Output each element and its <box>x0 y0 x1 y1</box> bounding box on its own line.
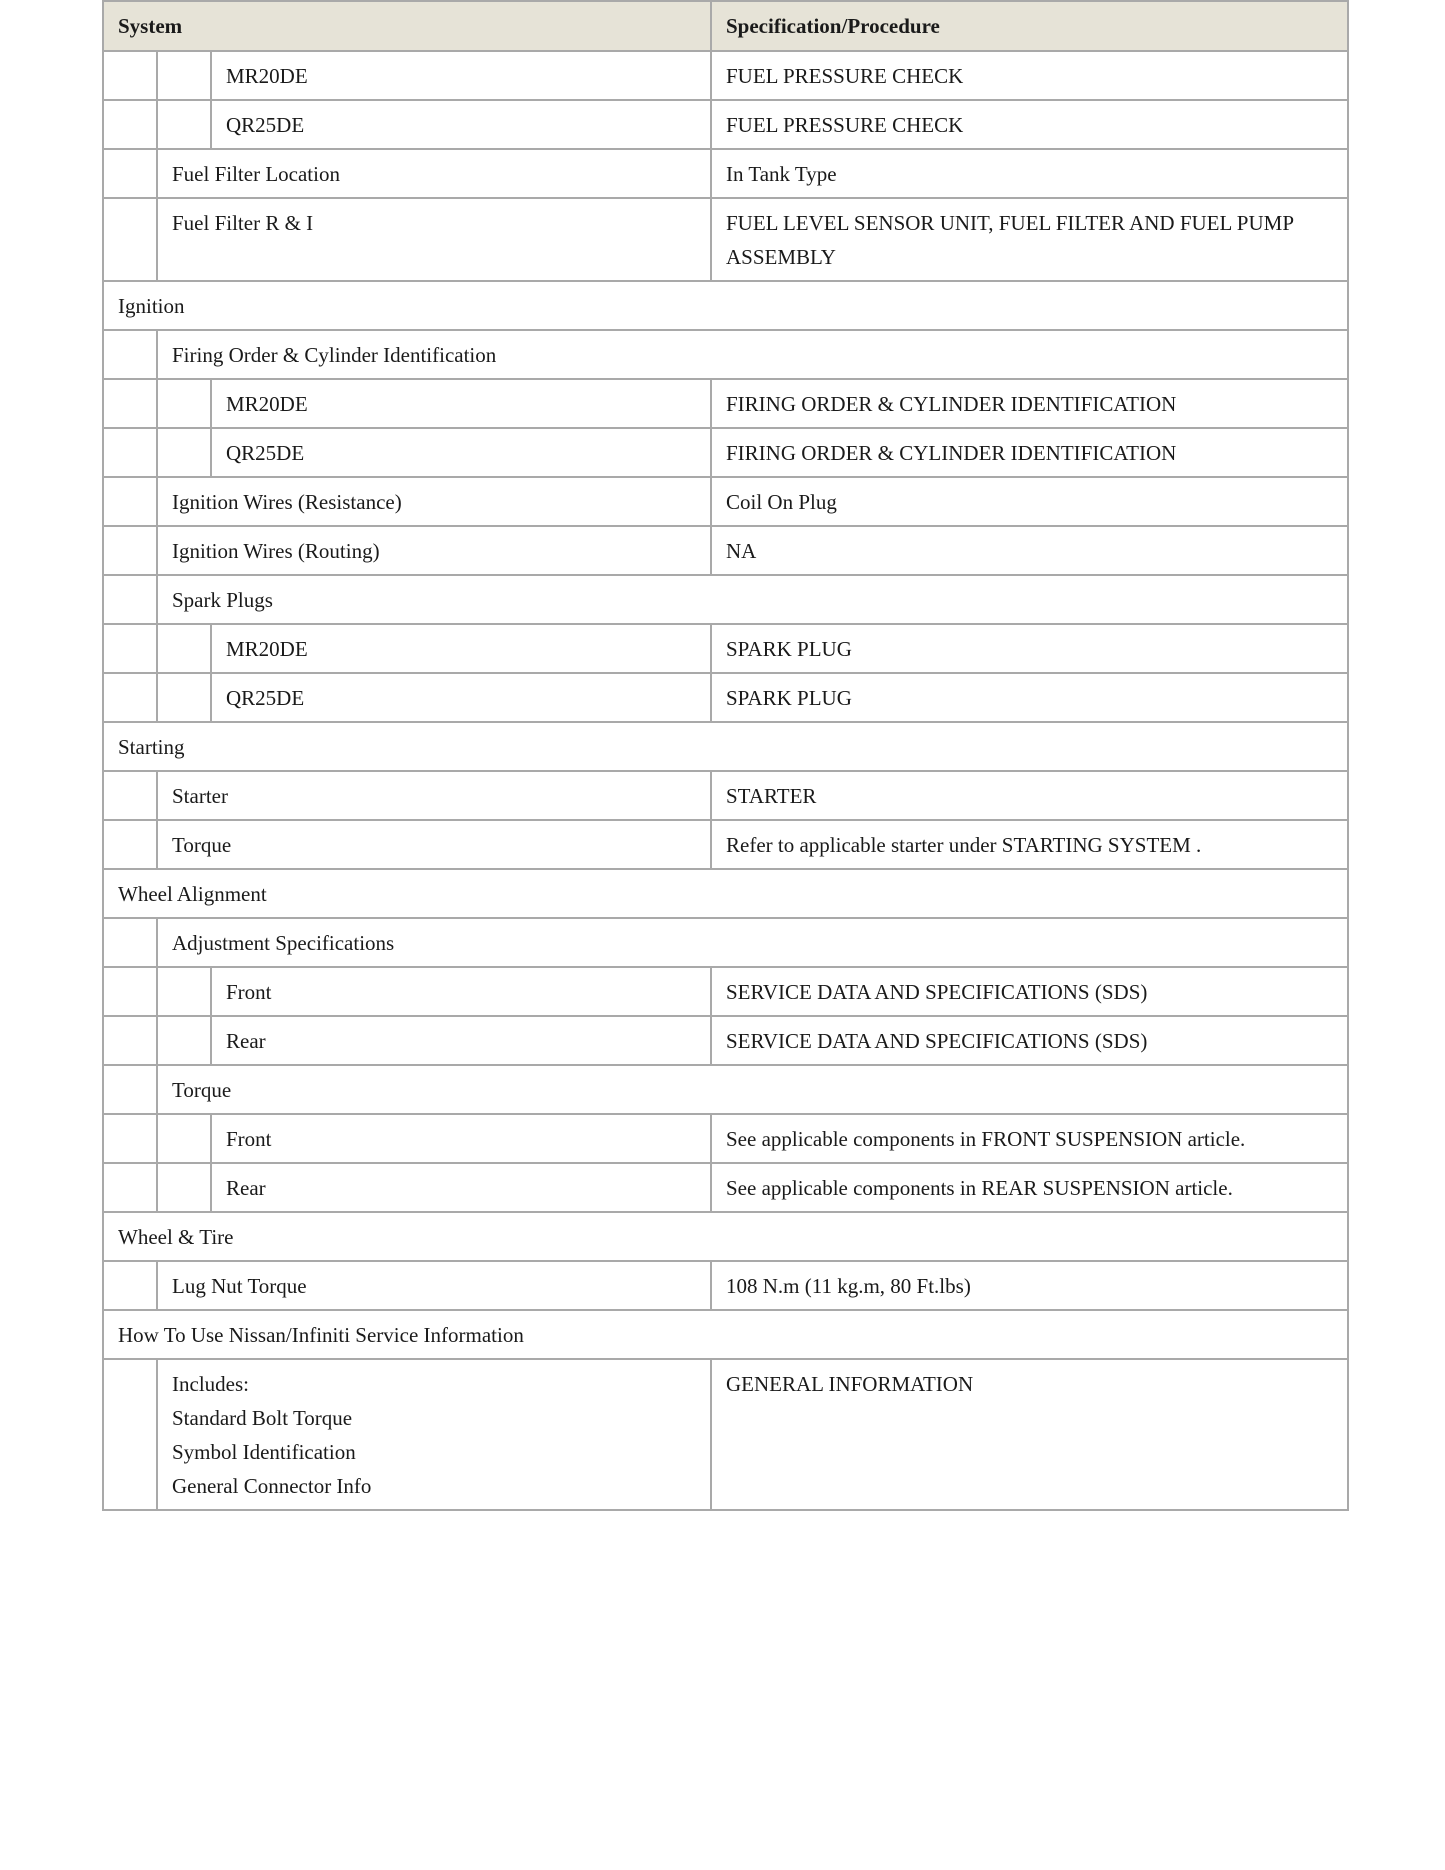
indent-cell <box>103 149 157 198</box>
system-line: Standard Bolt Torque <box>172 1406 353 1430</box>
indent-cell <box>157 100 211 149</box>
indent-cell <box>103 1065 157 1114</box>
specification-cell: SPARK PLUG <box>711 624 1348 673</box>
system-cell: MR20DE <box>211 51 711 100</box>
indent-cell <box>103 1163 157 1212</box>
specification-cell: 108 N.m (11 kg.m, 80 Ft.lbs) <box>711 1261 1348 1310</box>
specification-cell: FUEL PRESSURE CHECK <box>711 100 1348 149</box>
specification-cell: Refer to applicable starter under STARTING SYSTEM . <box>711 820 1348 869</box>
table-row <box>103 918 1348 967</box>
table-row <box>103 575 1348 624</box>
system-cell: Adjustment Specifications <box>157 918 1348 967</box>
table-row <box>103 1163 1348 1212</box>
indent-cell <box>103 918 157 967</box>
indent-cell <box>157 673 211 722</box>
system-cell: QR25DE <box>211 673 711 722</box>
indent-cell <box>103 100 157 149</box>
system-cell: Fuel Filter Location <box>157 149 711 198</box>
table-row <box>103 1065 1348 1114</box>
specification-cell: SPARK PLUG <box>711 673 1348 722</box>
table-row <box>103 198 1348 281</box>
system-cell: QR25DE <box>211 428 711 477</box>
header-specification: Specification/Procedure <box>711 1 1348 51</box>
table-header-row <box>103 1 1348 51</box>
indent-cell <box>103 1114 157 1163</box>
system-cell: Torque <box>157 820 711 869</box>
system-cell: Torque <box>157 1065 1348 1114</box>
header-system: System <box>103 1 711 51</box>
table-row <box>103 1016 1348 1065</box>
table-row <box>103 149 1348 198</box>
table-row <box>103 820 1348 869</box>
system-cell: MR20DE <box>211 379 711 428</box>
specification-cell: FUEL PRESSURE CHECK <box>711 51 1348 100</box>
indent-cell <box>157 967 211 1016</box>
table-row <box>103 722 1348 771</box>
system-cell: Rear <box>211 1016 711 1065</box>
indent-cell <box>103 428 157 477</box>
system-line: Symbol Identification <box>172 1440 356 1464</box>
system-cell: Firing Order & Cylinder Identification <box>157 330 1348 379</box>
system-cell: Lug Nut Torque <box>157 1261 711 1310</box>
system-line: General Connector Info <box>172 1474 372 1498</box>
indent-cell <box>157 624 211 673</box>
system-cell: Ignition Wires (Resistance) <box>157 477 711 526</box>
specification-cell: See applicable components in REAR SUSPENSION article. <box>711 1163 1348 1212</box>
indent-cell <box>103 1016 157 1065</box>
indent-cell <box>157 1114 211 1163</box>
indent-cell <box>103 575 157 624</box>
table-row <box>103 1261 1348 1310</box>
specification-cell: Coil On Plug <box>711 477 1348 526</box>
indent-cell <box>103 624 157 673</box>
indent-cell <box>157 1016 211 1065</box>
specification-cell: GENERAL INFORMATION <box>711 1359 1348 1510</box>
indent-cell <box>157 51 211 100</box>
table-row <box>103 624 1348 673</box>
specification-cell: FIRING ORDER & CYLINDER IDENTIFICATION <box>711 428 1348 477</box>
table-body <box>103 51 1348 1510</box>
indent-cell <box>103 526 157 575</box>
table-row <box>103 1310 1348 1359</box>
indent-cell <box>103 330 157 379</box>
specification-cell: NA <box>711 526 1348 575</box>
table-row <box>103 526 1348 575</box>
table-row <box>103 1212 1348 1261</box>
indent-cell <box>157 1163 211 1212</box>
table-row <box>103 379 1348 428</box>
table-row <box>103 673 1348 722</box>
specification-cell: SERVICE DATA AND SPECIFICATIONS (SDS) <box>711 967 1348 1016</box>
system-cell: Front <box>211 967 711 1016</box>
section-heading-cell: Ignition <box>103 281 1348 330</box>
indent-cell <box>103 51 157 100</box>
specification-table <box>102 0 1349 1511</box>
system-cell: Front <box>211 1114 711 1163</box>
system-cell: Starter <box>157 771 711 820</box>
table-row <box>103 330 1348 379</box>
specification-cell: In Tank Type <box>711 149 1348 198</box>
indent-cell <box>103 820 157 869</box>
table-row <box>103 428 1348 477</box>
system-cell: MR20DE <box>211 624 711 673</box>
indent-cell <box>103 379 157 428</box>
table-row <box>103 1114 1348 1163</box>
indent-cell <box>103 771 157 820</box>
section-heading-cell: Starting <box>103 722 1348 771</box>
system-cell: Rear <box>211 1163 711 1212</box>
specification-cell: SERVICE DATA AND SPECIFICATIONS (SDS) <box>711 1016 1348 1065</box>
table-row <box>103 281 1348 330</box>
table-row <box>103 100 1348 149</box>
table-row <box>103 869 1348 918</box>
table-row <box>103 51 1348 100</box>
indent-cell <box>103 673 157 722</box>
indent-cell <box>103 1261 157 1310</box>
indent-cell <box>103 1359 157 1510</box>
indent-cell <box>103 198 157 281</box>
system-cell: Spark Plugs <box>157 575 1348 624</box>
section-heading-cell: Wheel & Tire <box>103 1212 1348 1261</box>
specification-cell: FIRING ORDER & CYLINDER IDENTIFICATION <box>711 379 1348 428</box>
system-cell: Ignition Wires (Routing) <box>157 526 711 575</box>
specification-cell: FUEL LEVEL SENSOR UNIT, FUEL FILTER AND FUEL PUMP ASSEMBLY <box>711 198 1348 281</box>
indent-cell <box>157 379 211 428</box>
indent-cell <box>103 477 157 526</box>
table-row <box>103 771 1348 820</box>
system-cell-multiline <box>157 1359 711 1510</box>
table-row <box>103 477 1348 526</box>
system-cell: QR25DE <box>211 100 711 149</box>
table-row <box>103 967 1348 1016</box>
section-heading-cell: How To Use Nissan/Infiniti Service Information <box>103 1310 1348 1359</box>
table-row <box>103 1359 1348 1510</box>
system-line: Includes: <box>172 1372 249 1396</box>
indent-cell <box>103 967 157 1016</box>
specification-cell: See applicable components in FRONT SUSPENSION article. <box>711 1114 1348 1163</box>
specification-cell: STARTER <box>711 771 1348 820</box>
section-heading-cell: Wheel Alignment <box>103 869 1348 918</box>
indent-cell <box>157 428 211 477</box>
system-cell: Fuel Filter R & I <box>157 198 711 281</box>
